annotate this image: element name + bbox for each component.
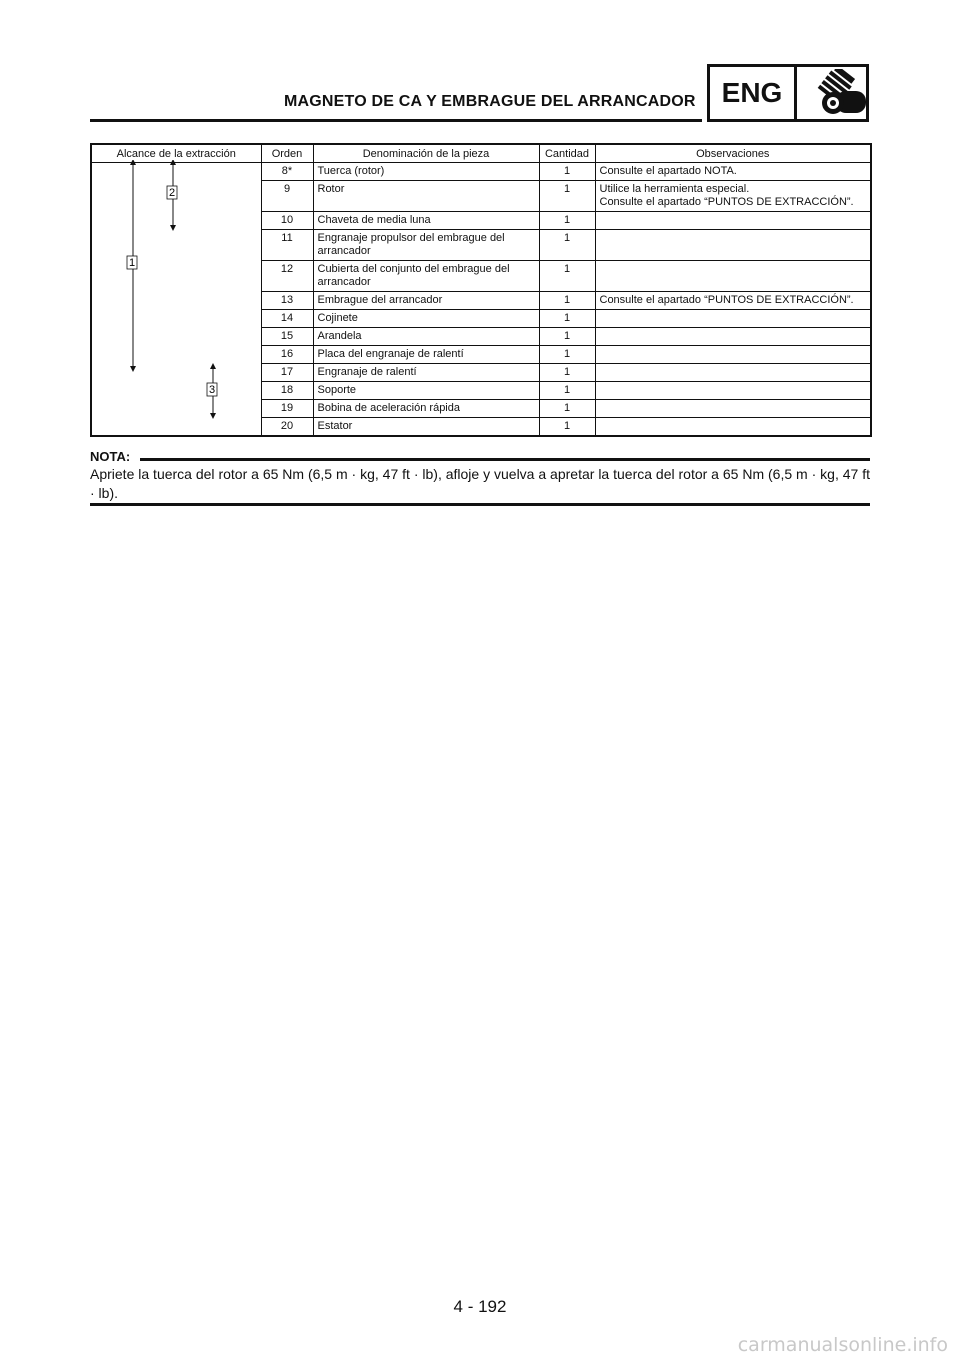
row-remarks [595,328,871,346]
row-order: 12 [261,261,313,292]
row-order: 11 [261,230,313,261]
row-part-name: Soporte [313,382,539,400]
note-text: Apriete la tuerca del rotor a 65 Nm (6,5 m · kg, 47 ft · lb), afloje y vuelva a apretar la tuerca del rotor a 65 Nm (6,5 m · kg, 47 ft · lb). [90,466,870,501]
row-quantity: 1 [539,346,595,364]
row-order: 14 [261,310,313,328]
row-part-name: Arandela [313,328,539,346]
page-number: 4 - 192 [453,1297,507,1316]
range-marker-1 [127,256,137,269]
row-part-name: Cojinete [313,310,539,328]
eng-badge [707,64,869,122]
row-remarks [595,382,871,400]
row-part-name: Estator [313,418,539,437]
row-quantity: 1 [539,418,595,437]
column-header-order: Orden [261,144,313,163]
row-quantity: 1 [539,261,595,292]
row-remarks [595,400,871,418]
row-part-name: Chaveta de media luna [313,212,539,230]
row-order: 17 [261,364,313,382]
row-remarks: Utilice la herramienta especial. Consulte el apartado “PUNTOS DE EXTRACCIÓN”. [595,181,871,212]
range-marker-2 [167,186,177,199]
eng-badge-divider [794,67,797,119]
site-watermark: carmanualsonline.info [737,1334,948,1356]
row-order: 8* [261,163,313,181]
row-quantity: 1 [539,292,595,310]
row-order: 20 [261,418,313,437]
row-quantity: 1 [539,400,595,418]
row-order: 10 [261,212,313,230]
svg-text:2: 2 [168,187,176,199]
row-part-name: Engranaje de ralentí [313,364,539,382]
column-header-part-name: Denominación de la pieza [313,144,539,163]
svg-text:1: 1 [128,257,136,269]
row-order: 13 [261,292,313,310]
column-header-scope: Alcance de la extracción [91,144,261,163]
row-quantity: 1 [539,181,595,212]
section-title: MAGNETO DE CA Y EMBRAGUE DEL ARRANCADOR [284,93,696,110]
row-quantity: 1 [539,364,595,382]
row-order: 15 [261,328,313,346]
row-part-name: Rotor [313,181,539,212]
row-quantity: 1 [539,212,595,230]
row-order: 18 [261,382,313,400]
row-order: 16 [261,346,313,364]
row-part-name: Cubierta del conjunto del embrague del arrancador [313,261,539,292]
row-remarks [595,346,871,364]
row-remarks: Consulte el apartado NOTA. [595,163,871,181]
engine-piston-icon [800,69,868,117]
removal-range-indicators [90,160,260,436]
row-part-name: Tuerca (rotor) [313,163,539,181]
note-divider [140,458,870,461]
svg-text:3: 3 [208,384,216,396]
eng-badge-label: ENG [721,77,783,108]
note-bottom-divider [90,503,870,506]
row-part-name: Embrague del arrancador [313,292,539,310]
row-remarks [595,212,871,230]
row-quantity: 1 [539,310,595,328]
range-marker-3 [207,383,217,396]
row-order: 19 [261,400,313,418]
row-remarks [595,261,871,292]
row-remarks [595,310,871,328]
row-part-name: Engranaje propulsor del embrague del arrancador [313,230,539,261]
column-header-quantity: Cantidad [539,144,595,163]
row-remarks [595,364,871,382]
note-label: NOTA: [90,449,131,464]
row-quantity: 1 [539,328,595,346]
header-divider [90,119,702,122]
row-remarks: Consulte el apartado “PUNTOS DE EXTRACCIÓN”. [595,292,871,310]
row-part-name: Placa del engranaje de ralentí [313,346,539,364]
row-order: 9 [261,181,313,212]
row-quantity: 1 [539,230,595,261]
row-part-name: Bobina de aceleración rápida [313,400,539,418]
row-quantity: 1 [539,382,595,400]
row-remarks [595,230,871,261]
row-quantity: 1 [539,163,595,181]
row-remarks [595,418,871,437]
column-header-remarks: Observaciones [595,144,871,163]
